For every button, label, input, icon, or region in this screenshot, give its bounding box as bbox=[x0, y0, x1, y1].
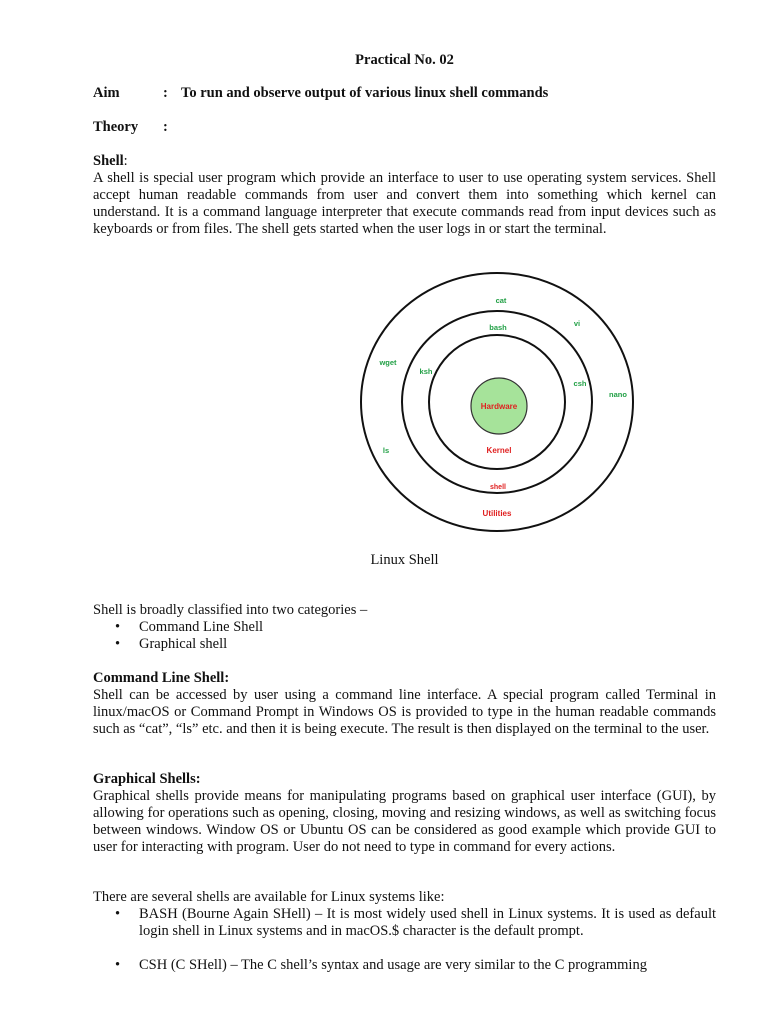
list-item bbox=[93, 906, 716, 940]
gui-section bbox=[93, 771, 716, 856]
wget-label: wget bbox=[379, 358, 397, 367]
shell-paragraph: A shell is special user program which provide an interface to user to use operating system services. Shell accept human readable commands from user and convert them into something which kernel can understand. It is a command language interpreter that execute commands read from input devices such as keyboards or from files. The shell gets started when the user logs in or start the terminal. bbox=[93, 170, 716, 237]
vi-label: vi bbox=[573, 319, 581, 328]
cli-heading: Command Line Shell: bbox=[93, 670, 230, 686]
theory-colon: : bbox=[163, 119, 168, 135]
list-item bbox=[93, 636, 716, 653]
categories-section bbox=[93, 602, 716, 653]
ls-label: ls bbox=[382, 446, 390, 455]
list-item-text: BASH (Bourne Again SHell) – It is most widely used shell in Linux systems. It is used as default login shell in Linux systems and in macOS.$ character is the default prompt. bbox=[139, 906, 716, 939]
list-item-text: Graphical shell bbox=[139, 636, 228, 652]
diagram-caption: Linux Shell bbox=[370, 552, 439, 568]
list-item-text: CSH (C SHell) – The C shell’s syntax and usage are very similar to the C programming bbox=[139, 957, 647, 973]
cli-section bbox=[93, 670, 716, 738]
csh-label: csh bbox=[573, 379, 587, 388]
list-item bbox=[93, 619, 716, 636]
shell-heading: Shell bbox=[93, 153, 124, 169]
nano-label: nano bbox=[609, 390, 627, 399]
shells-list-section bbox=[93, 889, 716, 974]
shells-list bbox=[93, 906, 716, 974]
gui-paragraph: Graphical shells provide means for manipulating programs based on graphical user interface (GUI), by allowing for operations such as opening, closing, moving and resizing windows, as well as switching focus between windows. Window OS or Ubuntu OS can be considered as good example which provide GUI to user for interacting with program. User do not need to type in command for every actions. bbox=[93, 788, 716, 855]
bullet-marker: • bbox=[115, 619, 121, 635]
aim-colon: : bbox=[163, 85, 168, 101]
bash-label: bash bbox=[489, 323, 507, 332]
bullet-marker: • bbox=[115, 957, 121, 973]
bullet-marker: • bbox=[115, 906, 121, 922]
theory-label: Theory bbox=[93, 119, 139, 135]
cli-paragraph: Shell can be accessed by user using a command line interface. A special program called Terminal in linux/macOS or Command Prompt in Windows OS is provided to type in the human readable commands such as “cat”, “ls” etc. and then it is being execute. The result is then displayed on the terminal to the user. bbox=[93, 687, 716, 737]
shells-list-intro: There are several shells are available for Linux systems like: bbox=[93, 889, 445, 905]
utilities-label: Utilities bbox=[482, 509, 512, 518]
shell-section bbox=[93, 153, 716, 238]
aim-text: To run and observe output of various linux shell commands bbox=[181, 85, 549, 101]
page-title: Practical No. 02 bbox=[355, 52, 454, 68]
cat-label: cat bbox=[495, 296, 507, 305]
list-item bbox=[93, 957, 716, 974]
hardware-label: Hardware bbox=[480, 402, 518, 411]
bullet-marker: • bbox=[115, 636, 121, 652]
list-item-text: Command Line Shell bbox=[139, 619, 264, 635]
ksh-label: ksh bbox=[419, 367, 433, 376]
kernel-label: Kernel bbox=[486, 446, 512, 455]
shell-label: shell bbox=[490, 484, 506, 491]
categories-list bbox=[93, 619, 716, 653]
aim-label: Aim bbox=[93, 85, 120, 101]
categories-intro: Shell is broadly classified into two categories – bbox=[93, 602, 368, 618]
linux-shell-diagram bbox=[352, 268, 642, 540]
shell-heading-colon: : bbox=[123, 153, 128, 169]
gui-heading: Graphical Shells: bbox=[93, 771, 201, 787]
